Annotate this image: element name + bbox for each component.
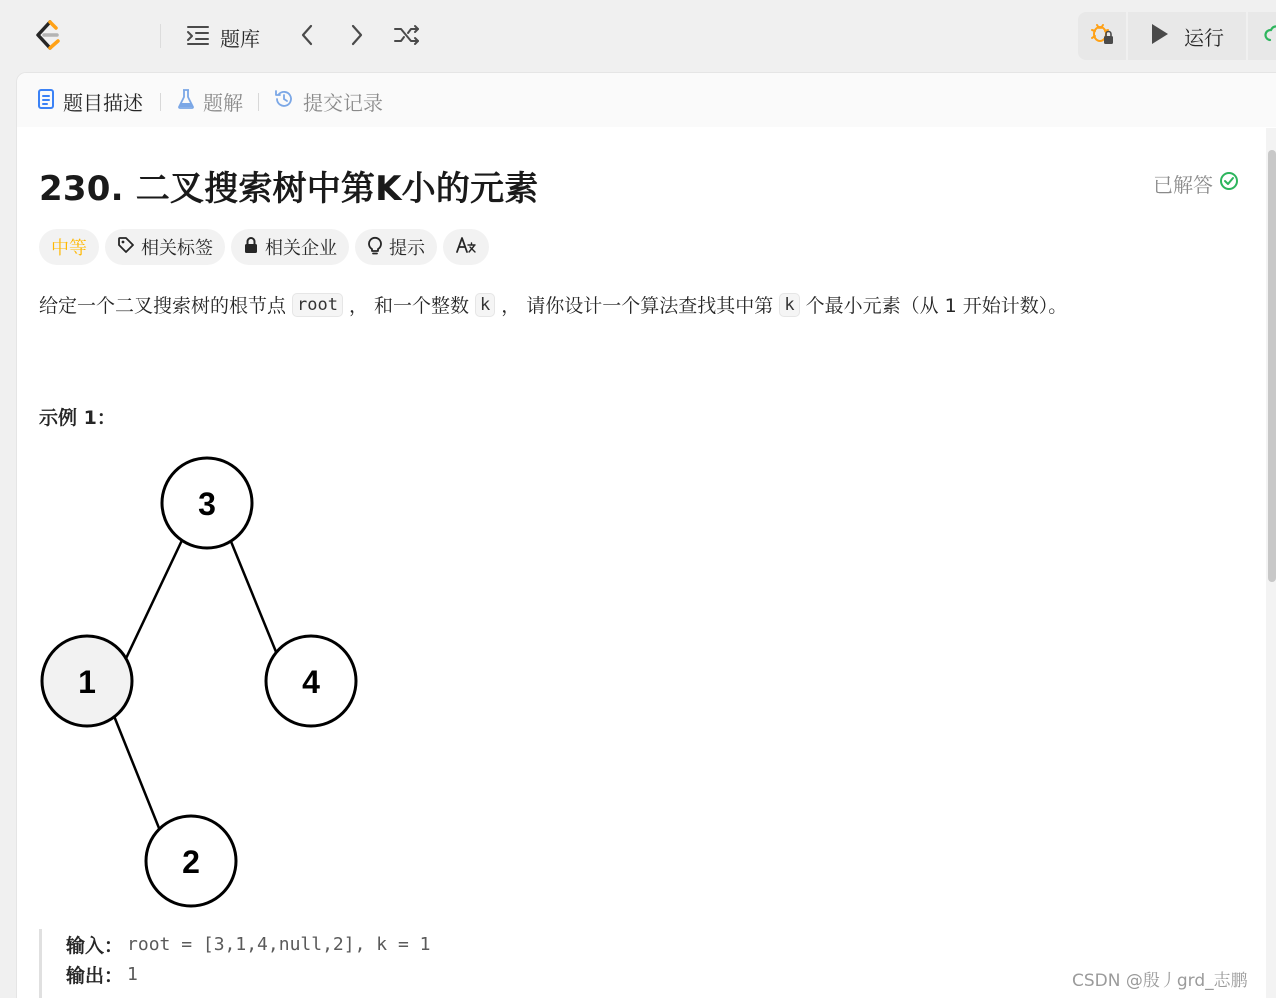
problem-panel <box>16 72 1276 998</box>
tree-node-label: 3 <box>198 486 216 522</box>
description-text: ， 和一个整数 <box>348 295 470 317</box>
example-title: 示例 1： <box>39 407 116 429</box>
tag-icon <box>117 236 135 259</box>
cloud-upload-icon <box>1264 22 1276 50</box>
debug-button[interactable] <box>1078 12 1126 60</box>
problem-title: 230. 二叉搜索树中第K小的元素 <box>39 169 539 209</box>
output-value: 1 <box>127 963 138 985</box>
problem-list-button[interactable] <box>186 20 260 54</box>
random-problem-button[interactable] <box>390 20 424 54</box>
problem-list-label: 题库 <box>220 26 260 51</box>
submit-button[interactable] <box>1248 12 1276 60</box>
output-label: 输出： <box>66 964 124 987</box>
example-input <box>66 929 539 959</box>
inline-code: root <box>292 293 343 317</box>
document-icon <box>37 88 55 115</box>
description-text: 给定一个二叉搜索树的根节点 <box>39 295 287 317</box>
related-companies-label: 相关企业 <box>265 238 337 259</box>
translate-icon <box>455 235 477 260</box>
play-icon <box>1148 22 1170 50</box>
shuffle-icon <box>393 23 421 51</box>
chevron-right-icon <box>349 23 365 51</box>
solved-label: 已解答 <box>1153 173 1213 197</box>
difficulty-label: 中等 <box>51 238 87 259</box>
debug-icon <box>1089 21 1115 51</box>
tab-description-label: 题目描述 <box>63 90 143 115</box>
inline-code: k <box>475 293 495 317</box>
description-text: ， 请你设计一个算法查找其中第 <box>501 295 774 317</box>
tree-node-label: 4 <box>302 664 320 700</box>
binary-tree-diagram <box>37 453 377 913</box>
solved-status <box>1153 169 1239 198</box>
example-io-block <box>39 929 539 998</box>
tree-node-label: 2 <box>182 844 200 880</box>
example-output <box>66 959 539 989</box>
tab-submissions[interactable] <box>273 87 383 115</box>
next-problem-button[interactable] <box>342 20 372 54</box>
tab-solutions-label: 题解 <box>203 90 243 115</box>
flask-icon <box>177 88 195 115</box>
translate-button[interactable] <box>443 229 489 265</box>
difficulty-badge <box>39 229 99 265</box>
tab-description[interactable] <box>37 87 143 115</box>
top-bar <box>0 0 1276 72</box>
inline-code: k <box>779 293 799 317</box>
tab-solutions[interactable] <box>177 87 243 115</box>
scrollbar-thumb[interactable] <box>1268 150 1276 582</box>
tab-divider <box>258 93 259 111</box>
leetcode-logo-icon[interactable] <box>30 18 66 54</box>
problem-description <box>39 291 1067 318</box>
lock-icon <box>243 236 259 259</box>
divider <box>160 24 161 48</box>
tag-row <box>39 229 489 265</box>
prev-problem-button[interactable] <box>292 20 322 54</box>
related-topics-button[interactable] <box>105 229 225 265</box>
tree-node-label: 1 <box>78 664 96 700</box>
tab-submissions-label: 提交记录 <box>303 90 383 115</box>
related-topics-label: 相关标签 <box>141 238 213 259</box>
list-icon <box>186 24 210 50</box>
hints-button[interactable] <box>355 229 437 265</box>
tab-divider <box>160 93 161 111</box>
related-companies-button[interactable] <box>231 229 349 265</box>
run-label: 运行 <box>1184 25 1224 50</box>
run-button[interactable] <box>1128 12 1246 60</box>
history-icon <box>273 88 295 115</box>
description-text: 个最小元素（从 1 开始计数）。 <box>805 295 1068 317</box>
tab-bar <box>17 73 1276 127</box>
input-label: 输入： <box>66 934 124 957</box>
chevron-left-icon <box>299 23 315 51</box>
input-value: root = [3,1,4,null,2], k = 1 <box>127 933 431 955</box>
hints-label: 提示 <box>389 238 425 259</box>
check-circle-icon <box>1219 171 1239 196</box>
watermark: CSDN @殷丿grd_志鹏 <box>1072 971 1248 991</box>
lightbulb-icon <box>367 235 383 260</box>
